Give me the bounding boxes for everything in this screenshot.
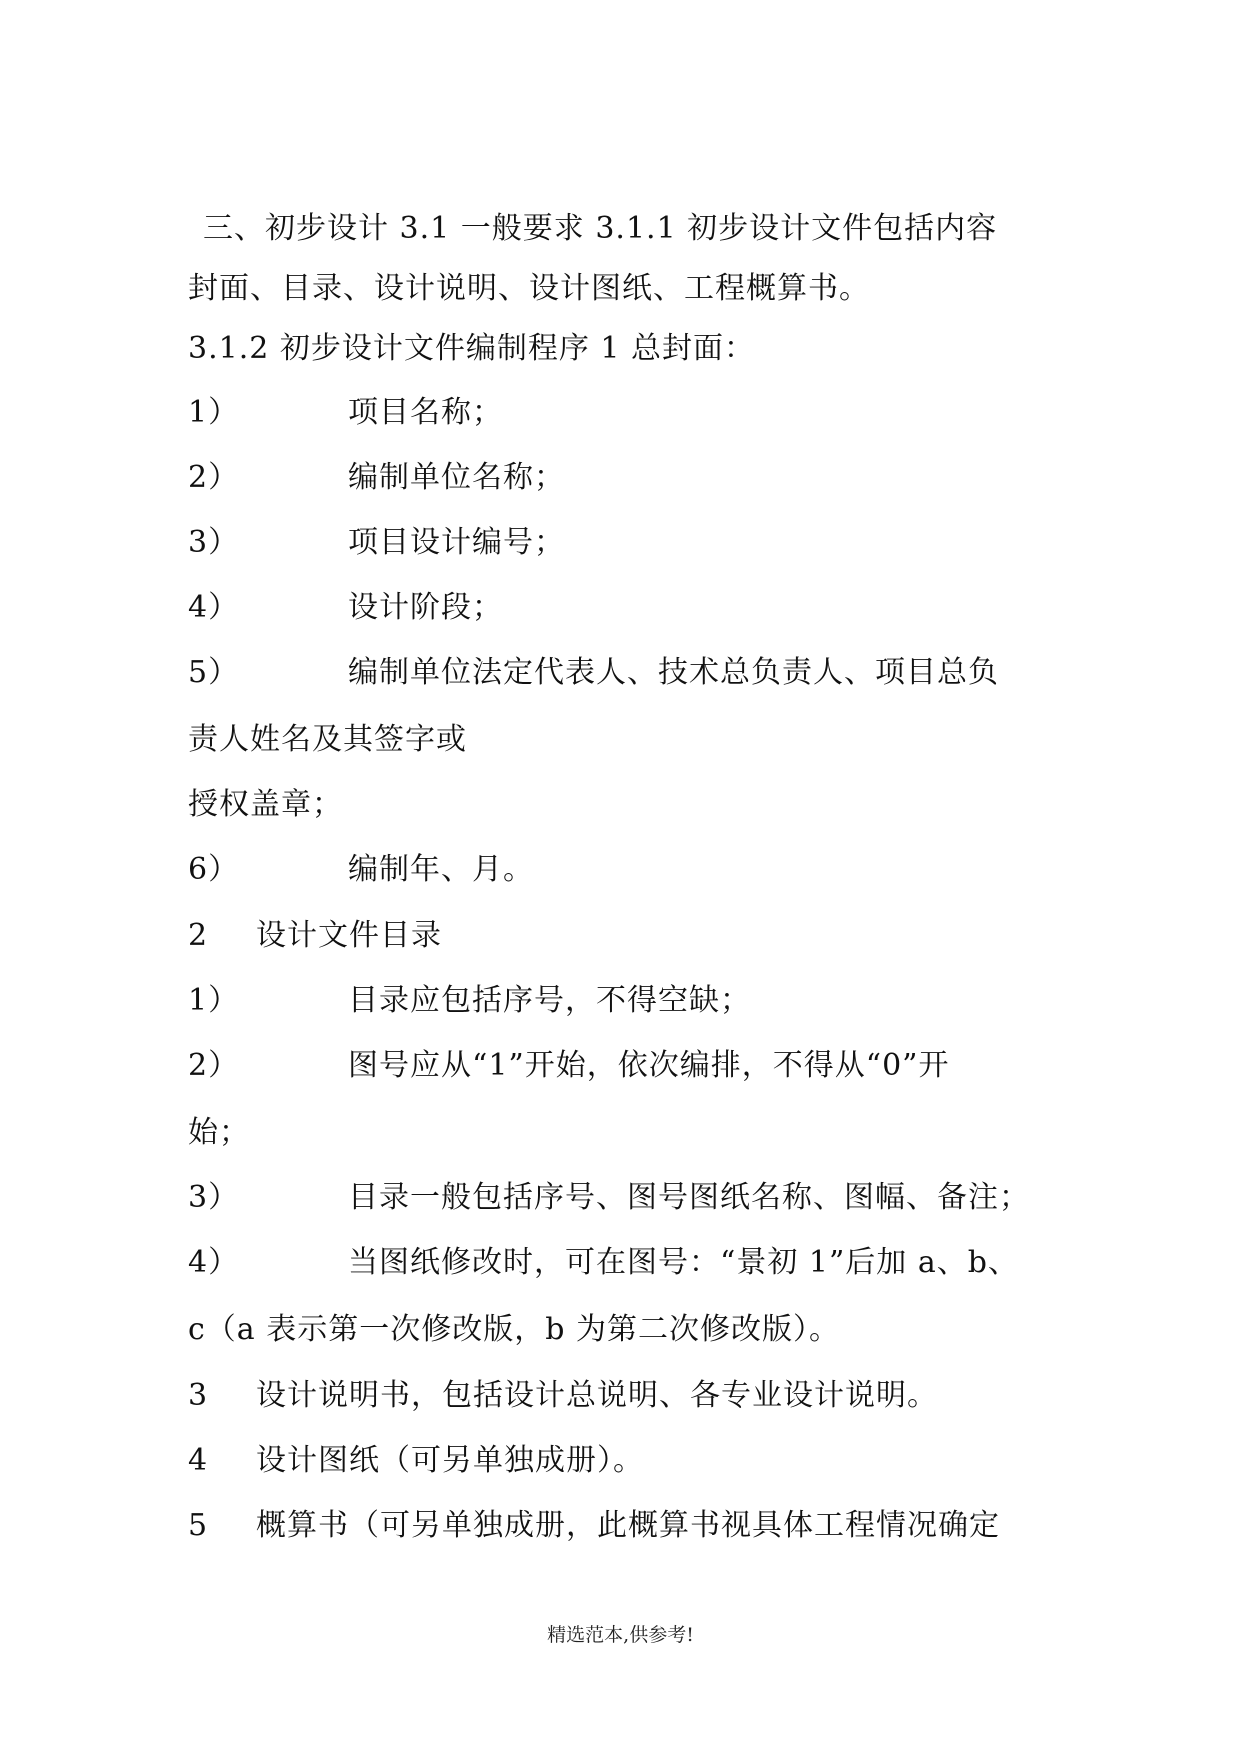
list-item: [188, 590, 1068, 626]
list-number: 1）: [188, 983, 240, 1018]
section-text: 设计图纸（可另单独成册）。: [256, 1443, 644, 1478]
section-number: 2: [188, 918, 209, 953]
line-text: c（a 表示第一次修改版，b 为第二次修改版）。: [188, 1312, 840, 1347]
line-text: 3.1.2 初步设计文件编制程序 1 总封面：: [188, 331, 756, 366]
list-item: [188, 983, 1068, 1019]
section-item: [188, 918, 1068, 954]
list-text: 编制年、月。: [348, 852, 534, 887]
list-text: 项目名称；: [348, 395, 503, 430]
list-item: [188, 1245, 1068, 1281]
line-text: 封面、目录、设计说明、设计图纸、工程概算书。: [188, 271, 870, 306]
list-text: 当图纸修改时，可在图号：“景初 1”后加 a、b、: [348, 1245, 1019, 1280]
list-number: 4）: [188, 590, 240, 625]
list-number: 2）: [188, 1048, 240, 1083]
section-text: 设计文件目录: [256, 918, 442, 953]
list-text: 目录应包括序号，不得空缺；: [348, 983, 751, 1018]
list-text: 目录一般包括序号、图号图纸名称、图幅、备注；: [348, 1180, 1030, 1215]
list-number: 2）: [188, 460, 240, 495]
list-text: 设计阶段；: [348, 590, 503, 625]
list-number: 5）: [188, 655, 240, 690]
section-number: 4: [188, 1443, 209, 1478]
list-number: 6）: [188, 852, 240, 887]
section-item: [188, 1508, 1068, 1544]
list-text: 编制单位名称；: [348, 460, 565, 495]
list-number: 4）: [188, 1245, 240, 1280]
list-item: [188, 525, 1068, 561]
list-item: [188, 460, 1068, 496]
section-text: 设计说明书，包括设计总说明、各专业设计说明。: [256, 1378, 938, 1413]
paragraph-line: [203, 211, 1083, 247]
page-footer: [0, 1623, 1241, 1647]
paragraph-line: [188, 1115, 1068, 1151]
list-item: [188, 655, 1068, 691]
section-number: 5: [188, 1508, 209, 1543]
list-item: [188, 1180, 1068, 1216]
line-text: 责人姓名及其签字或: [188, 722, 467, 757]
footer-text: 精选范本,供参考!: [547, 1624, 694, 1646]
list-number: 3）: [188, 1180, 240, 1215]
line-text: 三、初步设计 3.1 一般要求 3.1.1 初步设计文件包括内容: [203, 211, 998, 246]
line-text: 授权盖章；: [188, 787, 343, 822]
section-item: [188, 1443, 1068, 1479]
paragraph-line: [188, 722, 1068, 758]
paragraph-line: [188, 331, 1068, 367]
list-text: 项目设计编号；: [348, 525, 565, 560]
paragraph-line: [188, 271, 1068, 307]
list-number: 3）: [188, 525, 240, 560]
section-text: 概算书（可另单独成册，此概算书视具体工程情况确定: [256, 1508, 1000, 1543]
list-item: [188, 395, 1068, 431]
list-item: [188, 1048, 1068, 1084]
list-item: [188, 852, 1068, 888]
list-number: 1）: [188, 395, 240, 430]
list-text: 编制单位法定代表人、技术总负责人、项目总负: [348, 655, 999, 690]
paragraph-line: [188, 1312, 1068, 1348]
line-text: 始；: [188, 1115, 250, 1150]
list-text: 图号应从“1”开始，依次编排，不得从“0”开: [348, 1048, 950, 1083]
section-item: [188, 1378, 1068, 1414]
section-number: 3: [188, 1378, 209, 1413]
paragraph-line: [188, 787, 1068, 823]
